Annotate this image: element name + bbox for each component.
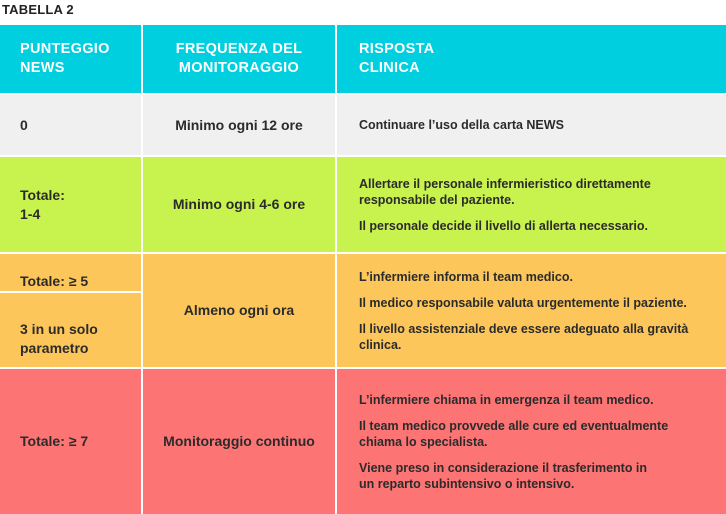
header-score-label: PUNTEGGIO NEWS [20, 41, 110, 76]
row0-score [0, 95, 143, 157]
row1-response [337, 157, 726, 254]
header-response [337, 25, 726, 95]
row3-frequency: Monitoraggio continuo [143, 369, 337, 514]
row2-score-parameter-text: 3 in un solo parametro [20, 320, 98, 356]
row3-score-value: Totale: ≥ 7 [20, 433, 89, 449]
row3-response-2: Il team medico provvede alle cure ed eventualmente chiama lo specialista. [359, 418, 669, 449]
row1-frequency: Minimo ogni 4-6 ore [143, 157, 337, 254]
row2-frequency: Almeno ogni ora [143, 254, 337, 369]
row3-response-1: L’infermiere chiama in emergenza il team medico. [359, 392, 654, 407]
row2-response-2: Il medico responsabile valuta urgentemente il paziente. [359, 295, 687, 310]
row0-response [337, 95, 726, 157]
row2-response-1: L’infermiere informa il team medico. [359, 269, 573, 284]
header-frequency-label: FREQUENZA DEL MONITORAGGIO [175, 41, 303, 76]
row1-score-value: Totale: 1-4 [20, 186, 65, 222]
row2-response [337, 254, 726, 369]
row1-score [0, 157, 143, 254]
table-caption: TABELLA 2 [2, 2, 74, 17]
row2-score-total-text: Totale: ≥ 5 [20, 272, 89, 289]
row3-response [337, 369, 726, 514]
row0-score-value: 0 [20, 116, 28, 133]
row1-response-1: Allertare il personale infermieristico direttamente responsabile del paziente. [359, 176, 651, 207]
header-response-label: RISPOSTA CLINICA [359, 41, 434, 76]
row3-score [0, 369, 143, 514]
header-score [0, 25, 143, 95]
row2-response-3: Il livello assistenziale deve essere adeguato alla gravità clinica. [359, 321, 689, 352]
news-score-table [0, 25, 726, 514]
row0-response-1: Continuare l’uso della carta NEWS [359, 118, 564, 132]
row2-score-parameter [0, 320, 141, 358]
row3-response-3: Viene preso in considerazione il trasferimento in un reparto subintensivo o intensivo. [359, 460, 648, 491]
row2-score-total [0, 272, 141, 293]
row2-score [0, 254, 143, 369]
row0-frequency: Minimo ogni 12 ore [143, 95, 337, 157]
header-frequency [143, 25, 337, 95]
row1-response-2: Il personale decide il livello di allerta necessario. [359, 218, 649, 233]
